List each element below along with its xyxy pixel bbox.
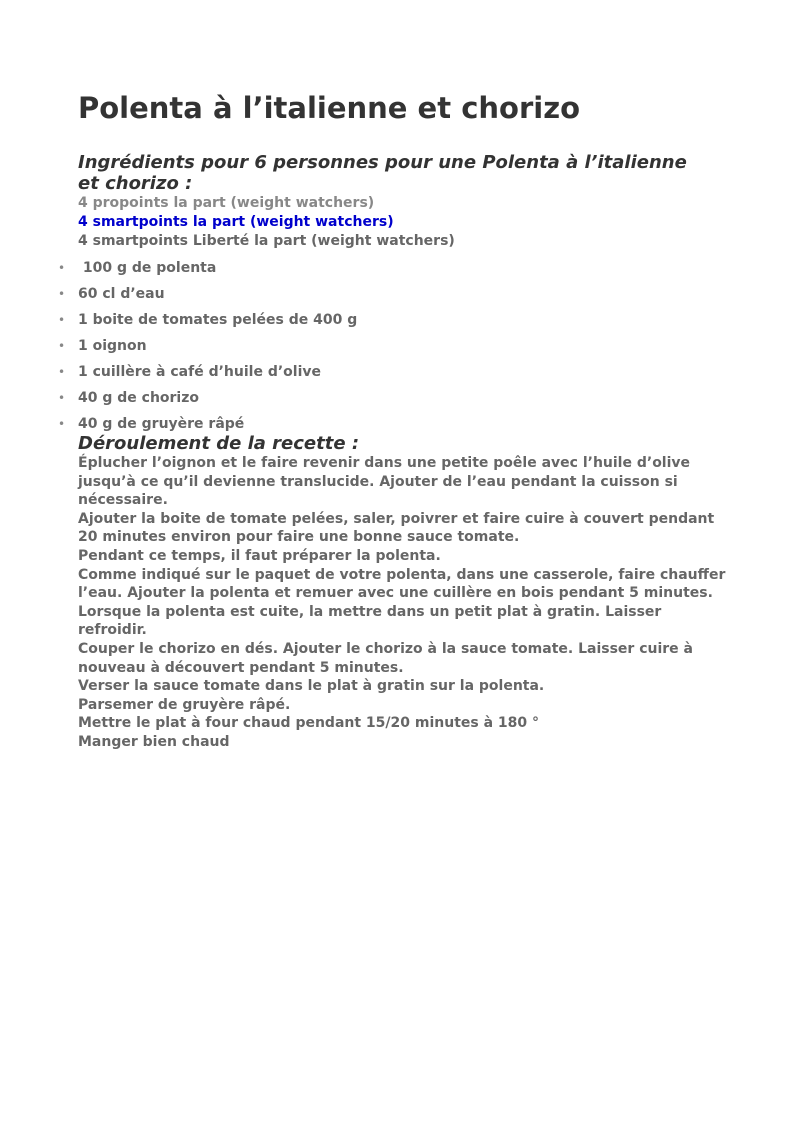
ingredient-item — [58, 363, 728, 389]
recipe-page — [58, 88, 728, 752]
bullet-icon: • — [58, 339, 66, 353]
step-paragraph: Ajouter la boite de tomate pelées, saler, poivrer et faire cuire à couvert pendant 20 minutes environ pour faire une bonne sauce tomate. — [78, 510, 715, 546]
ingredient-item — [58, 389, 728, 415]
ingredient-text: 1 oignon — [78, 338, 147, 354]
bullet-icon: • — [58, 287, 66, 301]
propoints-line: 4 propoints la part (weight watchers) — [78, 195, 375, 211]
ingredient-text: 60 cl d’eau — [78, 286, 165, 302]
ingredient-text: 1 cuillère à café d’huile d’olive — [78, 364, 321, 380]
ingredient-item — [58, 415, 728, 433]
ingredient-text: 100 g de polenta — [78, 260, 217, 276]
smartpoints-liberte-line: 4 smartpoints Liberté la part (weight watchers) — [78, 233, 455, 249]
ingredient-text: 1 boite de tomates pelées de 400 g — [78, 312, 358, 328]
steps-heading: Déroulement de la recette : — [78, 433, 360, 454]
ingredient-item — [58, 337, 728, 363]
ingredient-item — [58, 285, 728, 311]
ingredients-heading: Ingrédients pour 6 personnes pour une Polenta à l’italienne et chorizo : — [78, 152, 687, 194]
step-paragraph: Verser la sauce tomate dans le plat à gratin sur la polenta. — [78, 678, 545, 695]
smartpoints-line: 4 smartpoints la part (weight watchers) — [78, 214, 394, 230]
recipe-title: Polenta à l’italienne et chorizo — [78, 91, 580, 125]
bullet-icon: • — [58, 313, 66, 327]
ingredients-list — [58, 259, 728, 433]
step-paragraph: Mettre le plat à four chaud pendant 15/20 minutes à 180 ° — [78, 715, 540, 732]
bullet-icon: • — [58, 261, 66, 275]
step-paragraph: Parsemer de gruyère râpé. — [78, 696, 291, 713]
step-paragraph: Manger bien chaud — [78, 733, 230, 750]
points-block — [78, 194, 728, 251]
step-paragraph: Comme indiqué sur le paquet de votre polenta, dans une casserole, faire chauffer l’eau. Ajouter la polenta et remuer avec une cuillère en bois pendant 5 minutes. — [78, 566, 726, 602]
bullet-icon: • — [58, 365, 66, 379]
ingredient-item — [58, 311, 728, 337]
step-paragraph: Couper le chorizo en dés. Ajouter le chorizo à la sauce tomate. Laisser cuire à nouveau à découvert pendant 5 minutes. — [78, 640, 693, 676]
bullet-icon: • — [58, 417, 66, 431]
step-paragraph: Lorsque la polenta est cuite, la mettre dans un petit plat à gratin. Laisser refroidir. — [78, 603, 662, 639]
ingredient-text: 40 g de chorizo — [78, 390, 199, 406]
ingredient-text: 40 g de gruyère râpé — [78, 416, 245, 432]
steps-block — [78, 454, 728, 752]
ingredient-item — [58, 259, 728, 285]
step-paragraph: Éplucher l’oignon et le faire revenir dans une petite poêle avec l’huile d’olive jusqu’à ce qu’il devienne translucide. Ajouter de l’eau pendant la cuisson si nécessaire. — [78, 455, 691, 509]
bullet-icon: • — [58, 391, 66, 405]
step-paragraph: Pendant ce temps, il faut préparer la polenta. — [78, 547, 441, 564]
